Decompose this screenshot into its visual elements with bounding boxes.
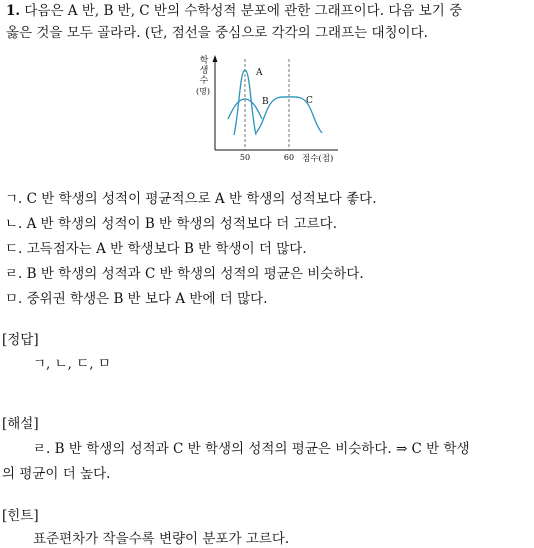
ylabel-char-1: 학: [199, 56, 209, 66]
curve-label-c: C: [306, 96, 313, 106]
xtick-50: 50: [239, 153, 251, 162]
ylabel-unit: (명): [196, 87, 210, 96]
choice-5: ㅁ. 중위권 학생은 B 반 보다 A 반에 더 많다.: [5, 291, 268, 307]
question-text-2: 옳은 것을 모두 골라라. (단, 점선을 중심으로 각각의 그래프는 대칭이다.: [6, 25, 428, 41]
ylabel-char-3: 수: [199, 76, 209, 86]
explanation-line-2: 의 평균이 더 높다.: [2, 466, 111, 482]
y-axis-arrow: [213, 55, 218, 62]
choice-2: ㄴ. A 반 학생의 성적이 B 반 학생의 성적보다 더 고르다.: [5, 216, 337, 232]
distribution-graph: [190, 53, 360, 165]
hint-text: 표준편차가 작을수록 변량이 분포가 고르다.: [33, 531, 290, 547]
choice-1: ㄱ. C 반 학생의 성적이 평균적으로 A 반 학생의 성적보다 좋다.: [5, 191, 377, 207]
ylabel-char-2: 생: [199, 66, 209, 76]
choice-3: ㄷ. 고득점자는 A 반 학생보다 B 반 학생이 더 많다.: [5, 241, 307, 257]
curve-label-a: A: [256, 68, 263, 78]
answer-heading: [정답]: [2, 332, 39, 348]
curve-label-b: B: [262, 97, 269, 107]
explanation-line-1: ㄹ. B 반 학생의 성적과 C 반 학생의 성적의 평균은 비슷하다. ⇒ C 반 학생: [33, 441, 470, 457]
xlabel: 점수(점): [302, 154, 334, 164]
question-text-1: 다음은 A 반, B 반, C 반의 수학성적 분포에 관한 그래프이다. 다음 보기 중: [24, 3, 463, 19]
xtick-60: 60: [283, 153, 295, 162]
explanation-heading: [해설]: [2, 416, 39, 432]
question-number: 1.: [6, 3, 21, 19]
choice-4: ㄹ. B 반 학생의 성적과 C 반 학생의 성적의 평균은 비슷하다.: [5, 266, 364, 282]
hint-heading: [힌트]: [2, 508, 39, 524]
answer-text: ㄱ, ㄴ, ㄷ, ㅁ: [33, 356, 111, 372]
question-line-1: [6, 2, 462, 20]
